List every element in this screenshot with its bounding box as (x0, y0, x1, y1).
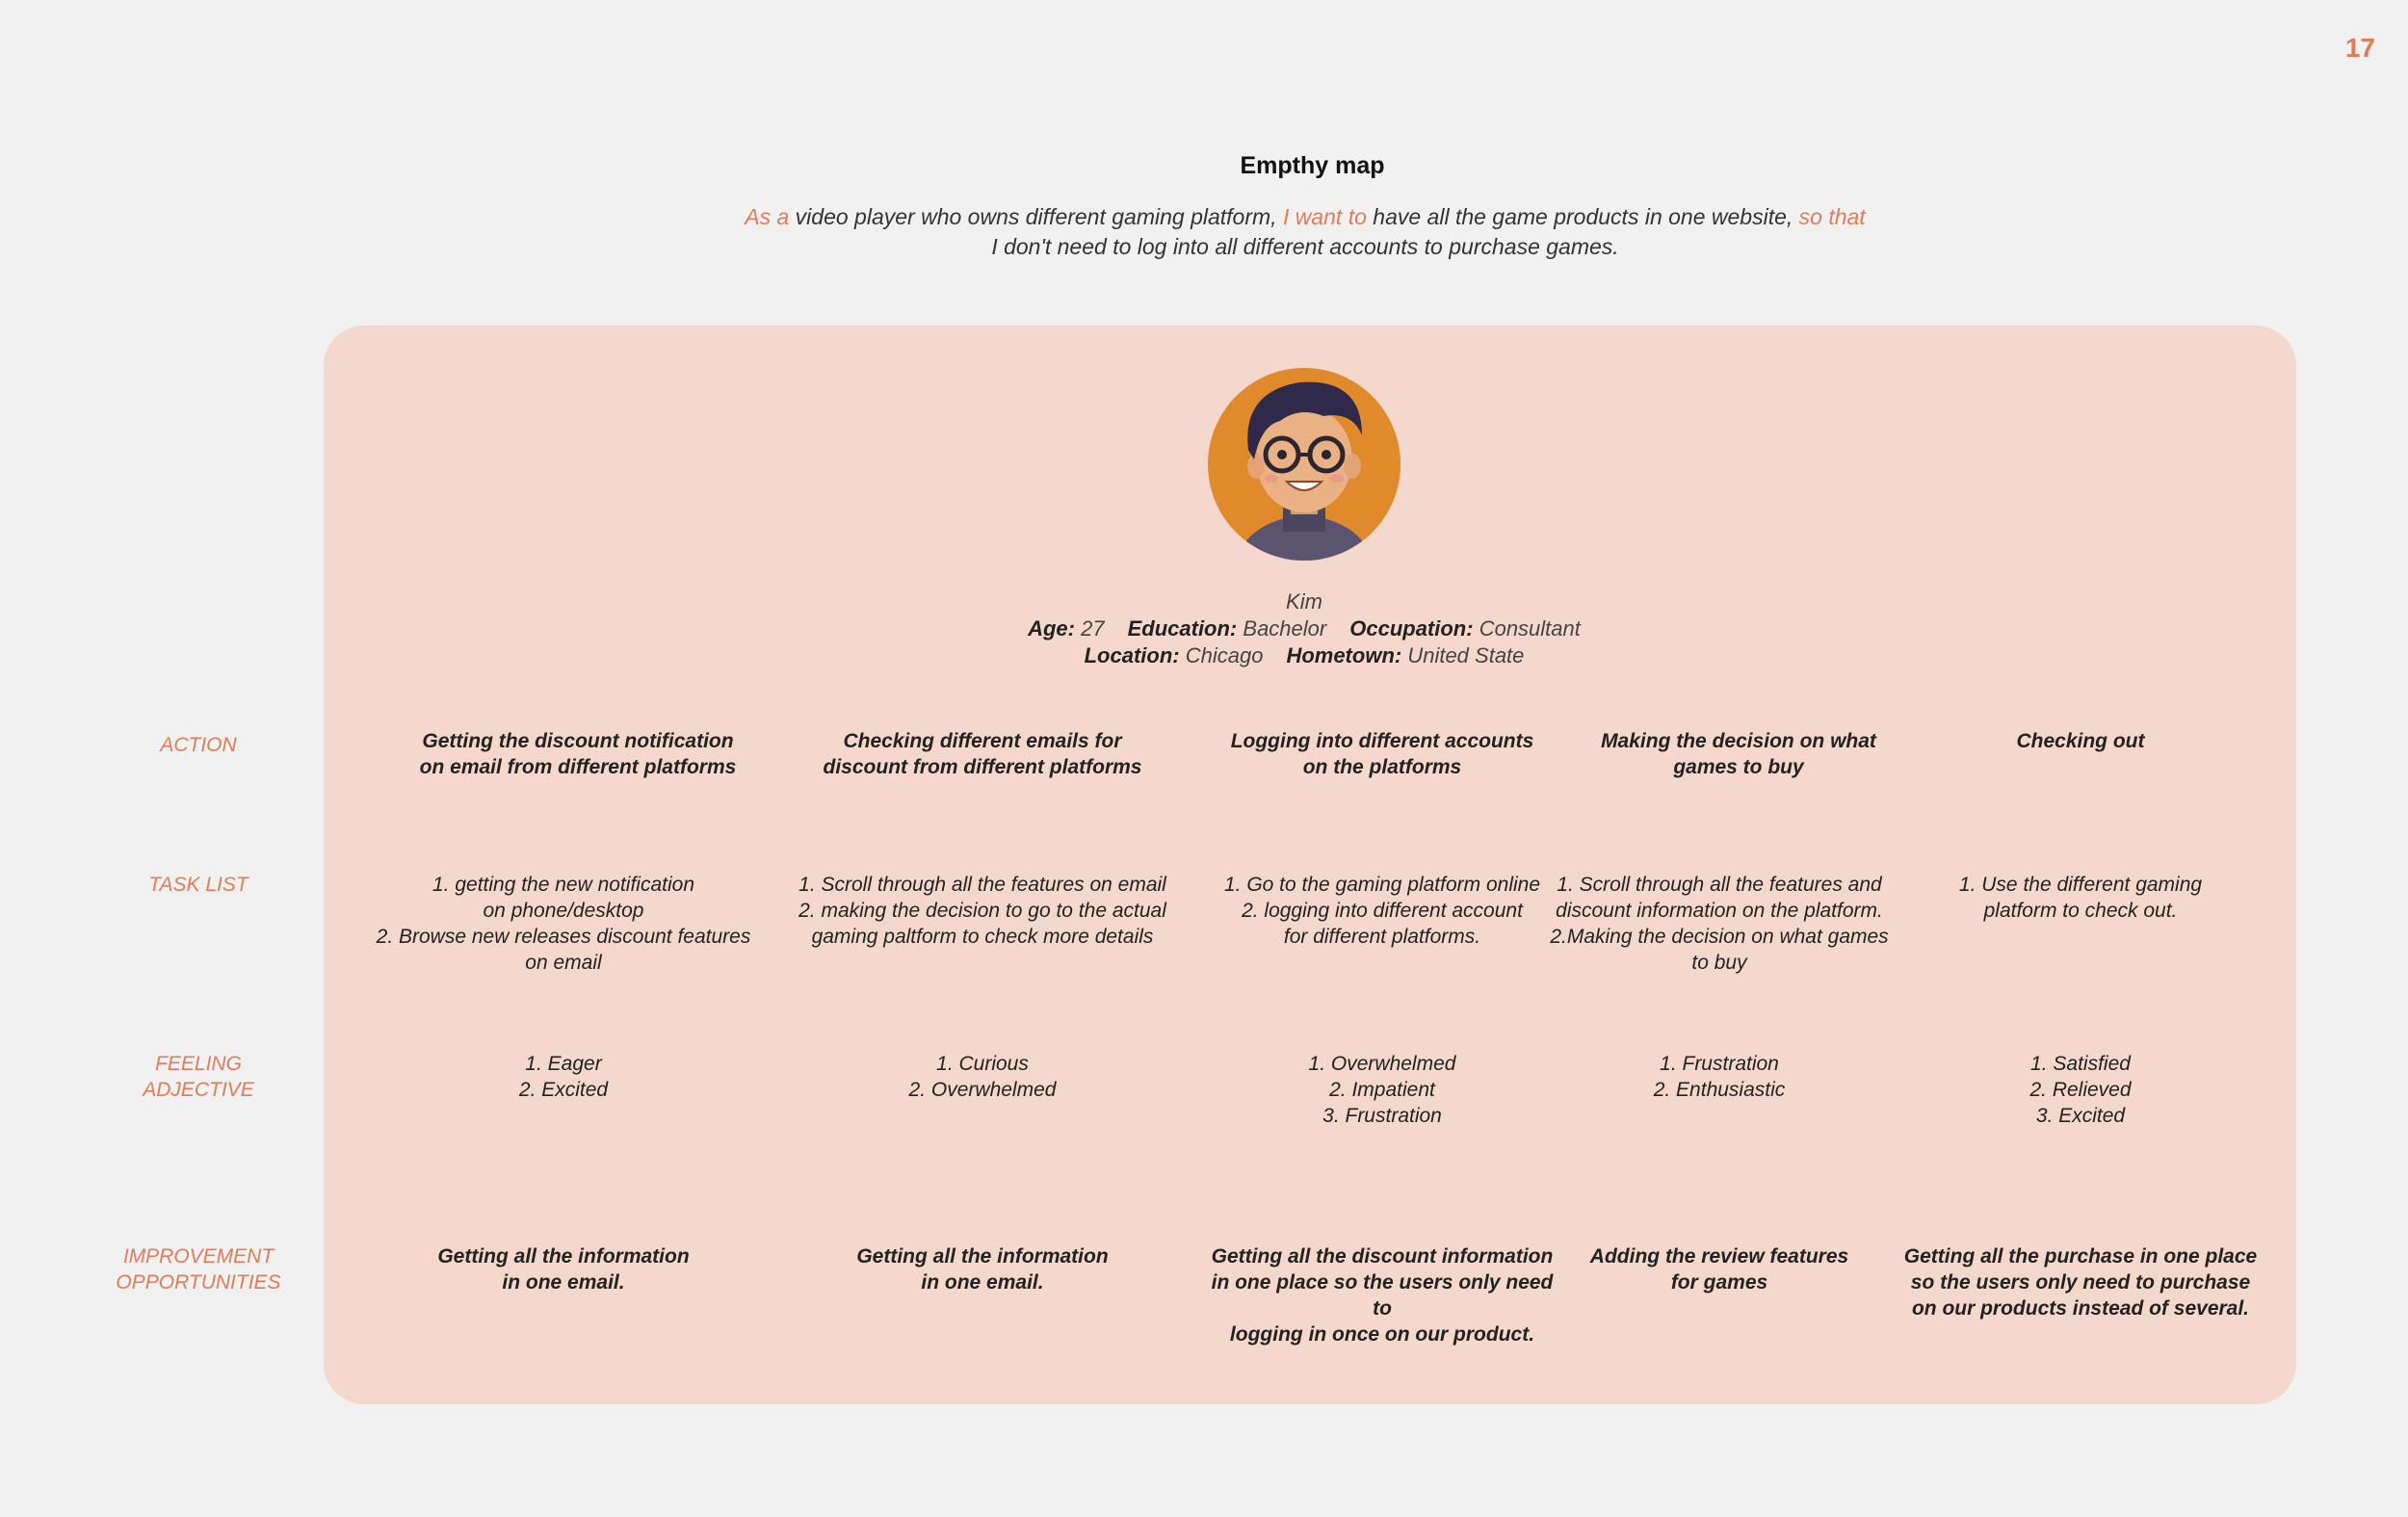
story-as-a: As a (745, 204, 790, 229)
location-label: Location: (1084, 643, 1180, 667)
persona-avatar (1208, 368, 1400, 561)
feeling-cell: 1. Satisfied 2. Relieved 3. Excited (2029, 1053, 2132, 1127)
improvement-cell: Getting all the information in one email. (437, 1245, 690, 1294)
feeling-cell: 1. Frustration 2. Enthusiastic (1653, 1053, 1786, 1101)
task-cell: 1. Use the different gaming platform to check out. (1958, 874, 2203, 922)
story-reason: I don't need to log into all different accounts to purchase games. (991, 234, 1619, 259)
education-label: Education: (1127, 616, 1238, 641)
improvement-cell: Getting all the purchase in one place so the users only need to purchase on our products instead of several. (1903, 1245, 2258, 1320)
feeling-cell: 1. Overwhelmed 2. Impatient 3. Frustration (1308, 1053, 1456, 1127)
task-cell: 1. Scroll through all the features on email 2. making the decision to go to the actual gaming paltform to check more details (798, 874, 1166, 948)
age-label: Age: (1028, 616, 1075, 641)
action-cell: Checking different emails for discount from different platforms (823, 730, 1142, 778)
persona-details-line-1 (0, 616, 2408, 641)
page-title: Empthy map (1240, 152, 1385, 179)
hometown-label: Hometown: (1286, 643, 1402, 667)
improvement-cell: Adding the review features for games (1589, 1245, 1849, 1294)
improvement-cell: Getting all the information in one email. (856, 1245, 1109, 1294)
action-cell: Getting the discount notification on email from different platforms (419, 730, 737, 778)
row-label-action: ACTION (160, 734, 237, 756)
row-label-improvement: IMPROVEMENT OPPORTUNITIES (116, 1245, 281, 1294)
location-value: Chicago (1185, 643, 1264, 667)
action-cell: Checking out (2016, 730, 2145, 752)
story-who: video player who owns different gaming platform, (789, 204, 1283, 229)
task-cell: 1. getting the new notification on phone/desktop 2. Browse new releases discount features on email (376, 874, 751, 974)
age-value: 27 (1081, 616, 1105, 641)
story-i-want-to: I want to (1282, 204, 1367, 229)
improvement-cell: Getting all the discount information in one place so the users only need to logging in once on our product. (1211, 1245, 1554, 1346)
story-so-that: so that (1798, 204, 1866, 229)
action-cell: Making the decision on what games to buy (1601, 730, 1876, 778)
feeling-cell: 1. Curious 2. Overwhelmed (908, 1053, 1057, 1101)
task-cell: 1. Go to the gaming platform online 2. logging into different account for different platforms. (1223, 874, 1541, 948)
page-number: 17 (2344, 33, 2375, 63)
row-label-feeling: FEELING ADJECTIVE (143, 1053, 254, 1101)
education-value: Bachelor (1243, 616, 1327, 641)
row-label-task-list: TASK LIST (148, 874, 249, 896)
persona-details-line-2 (0, 643, 2408, 668)
user-story (742, 202, 1869, 262)
feeling-cell: 1. Eager 2. Excited (518, 1053, 609, 1101)
persona-name: Kim (1286, 589, 1322, 614)
occupation-label: Occupation: (1349, 616, 1474, 641)
task-cell: 1. Scroll through all the features and discount information on the platform. 2.Making the decision on what games to buy (1550, 874, 1889, 974)
occupation-value: Consultant (1479, 616, 1581, 641)
action-cell: Logging into different accounts on the platforms (1230, 730, 1534, 778)
hometown-value: United State (1407, 643, 1525, 667)
story-goal: have all the game products in one website, (1366, 204, 1799, 229)
